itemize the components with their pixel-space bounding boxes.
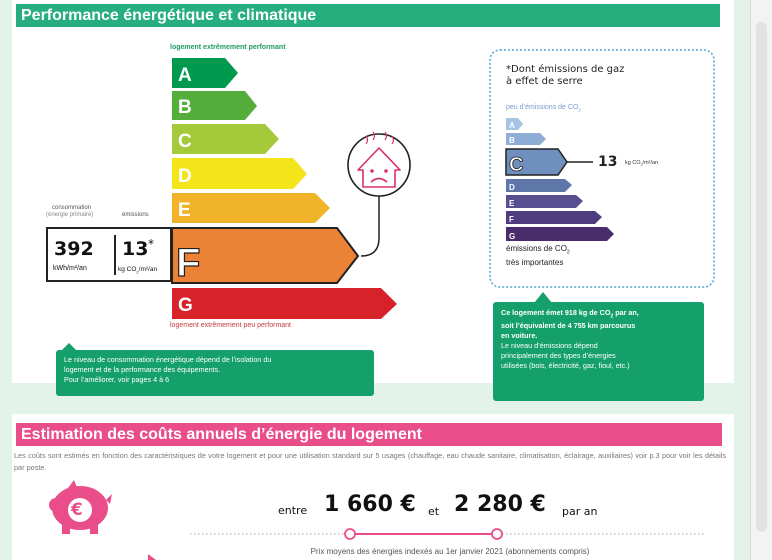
consumption-sublabel: (énergie primaire) — [46, 212, 94, 218]
pink-arrow-icon — [148, 554, 156, 560]
ges-g-bar — [506, 227, 614, 241]
ges-note: *Dont émissions de gaz à effet de serre — [506, 64, 625, 87]
class-a-letter: A — [178, 65, 192, 86]
class-g-letter: G — [178, 295, 193, 316]
emissions-label: émissions — [122, 212, 149, 218]
ges-f-letter: F — [509, 215, 514, 224]
section-title-performance: Performance énergétique et climatique — [16, 4, 720, 27]
class-g-bar — [172, 288, 397, 319]
energy-value-box — [46, 227, 172, 282]
callout-consumption: Le niveau de consommation énergétique dépend de l’isolation du logement et de la performance des équipements. Pour l’améliorer, voir pages 4 à 6 — [56, 350, 374, 396]
bottom-scale-label: logement extrêmement peu performant — [170, 322, 292, 329]
emissions-star: * — [148, 237, 154, 251]
class-e-bar — [172, 193, 330, 223]
piggy-euro-symbol: € — [71, 500, 83, 520]
ges-d-letter: D — [509, 183, 515, 192]
callout-emissions: Ce logement émet 918 kg de $CO_2$ par an, soit l’équivalent de 4 755 km parcourus en voiture. Le niveau d’émissions dépend principalement des types d’énergies utilisées (bois, électricité, gaz, fioul, etc.) — [493, 302, 704, 401]
emissions-unit: kg $CO_2/m^2/an$ — [118, 266, 158, 275]
ges-a-letter: A — [509, 121, 515, 130]
consumption-value: 392 — [54, 238, 94, 260]
price-per-year: par an — [562, 505, 598, 518]
ges-e-bar — [506, 195, 583, 208]
consumption-label: consommation — [52, 205, 92, 211]
price-note: Prix moyens des énergies indexés au 1er janvier 2021 (abonnements compris) — [310, 547, 590, 556]
price-low: 1 660 € — [324, 492, 416, 517]
ges-d-bar — [506, 179, 572, 192]
price-high-marker — [492, 529, 502, 539]
ges-c-letter: C — [509, 154, 524, 176]
costs-fine-print: Les coûts sont estimés en fonction des caractéristiques de votre logement et pour une utilisation standard sur 5 usages (chauffage, eau chaude sanitaire, climatisation, éclairage, auxiliaires) voir p.3 pour voir les détails par poste. — [14, 451, 726, 472]
ges-bottom-label: émissions de $CO_2$ très importantes — [506, 244, 570, 267]
price-high: 2 280 € — [454, 492, 546, 517]
class-b-letter: B — [178, 97, 192, 118]
section-title-costs: Estimation des coûts annuels d’énergie du logement — [16, 423, 722, 446]
class-c-letter: C — [178, 131, 192, 152]
consumption-unit: kWh/m²/an — [53, 265, 87, 272]
ges-e-letter: E — [509, 199, 515, 208]
ges-value: 13 — [598, 154, 618, 170]
top-scale-label: logement extrêmement performant — [170, 44, 286, 51]
class-d-bar — [172, 158, 307, 189]
ges-unit: kg $CO_2/m^2/an$ — [625, 160, 659, 168]
emissions-value: 13 — [122, 238, 149, 260]
class-e-letter: E — [178, 200, 191, 221]
class-f-letter: F — [176, 241, 201, 285]
ges-top-label: peu d’émissions de $CO_2$ — [506, 104, 581, 113]
price-low-marker — [345, 529, 355, 539]
ges-f-bar — [506, 211, 602, 224]
price-entre: entre — [278, 504, 308, 517]
class-d-letter: D — [178, 166, 192, 187]
sad-house-icon — [348, 132, 410, 196]
price-et: et — [428, 505, 440, 518]
connector-line — [361, 196, 379, 256]
ges-b-letter: B — [509, 136, 515, 145]
ges-g-letter: G — [509, 232, 516, 241]
